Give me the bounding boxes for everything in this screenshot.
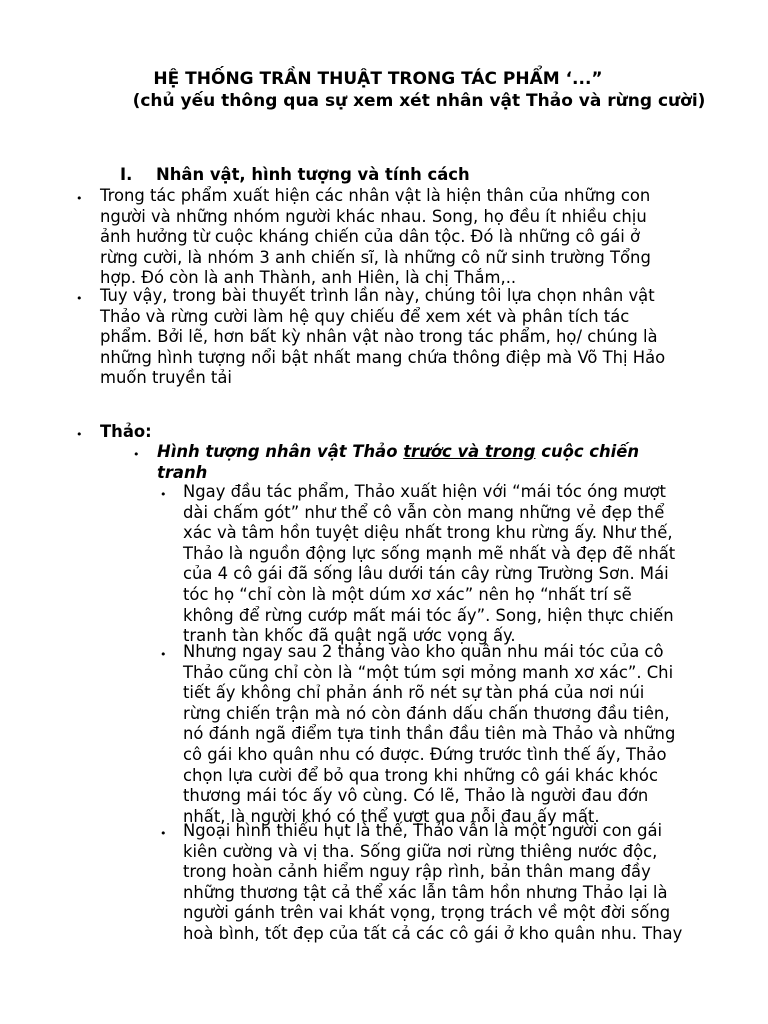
- text-line: cô gái kho quân nhu có được. Đứng trước tình thế ấy, Thảo: [183, 744, 667, 764]
- text-line: Ngay đầu tác phẩm, Thảo xuất hiện với “mái tóc óng mượt: [183, 482, 666, 501]
- text-line: rừng cười, là nhóm 3 anh chiến sĩ, là những cô nữ sinh trường Tổng: [100, 247, 651, 267]
- text-line: tranh: [157, 462, 208, 482]
- text-line: xác và tâm hồn tuyệt diệu nhất trong khu rừng ấy. Như thế,: [183, 523, 673, 543]
- text-line: tiết ấy không chỉ phản ánh rõ nét sự tàn phá của nơi núi: [183, 683, 645, 703]
- sub-heading: [157, 442, 639, 483]
- text-line: Tuy vậy, trong bài thuyết trình lần này, chúng tôi lựa chọn nhân vật: [100, 286, 655, 305]
- text-line: những hình tượng nổi bật nhất mang chứa thông điệp mà Võ Thị Hảo: [100, 347, 666, 367]
- text-line: chọn lựa cười để bỏ qua trong khi những cô gái khác khóc: [183, 765, 658, 785]
- text-line: tranh tàn khốc đã quật ngã ước vọng ấy.: [183, 626, 516, 646]
- text-line: không để rừng cướp mất mái tóc ấy”. Song, hiện thực chiến: [183, 605, 674, 625]
- text-line: hoà bình, tốt đẹp của tất cả các cô gái ở kho quân nhu. Thay: [183, 923, 683, 943]
- text-line: Trong tác phẩm xuất hiện các nhân vật là hiện thân của những con: [100, 186, 651, 205]
- bullet-icon: •: [76, 428, 83, 441]
- text-line: người gánh trên vai khát vọng, trọng trách về một đời sống: [183, 903, 671, 923]
- bullet-icon: •: [160, 488, 167, 501]
- text-line: Thảo là nguồn động lực sống mạnh mẽ nhất và đẹp đẽ nhất: [183, 543, 676, 563]
- text-line: nhất, là người khó có thể vượt qua nỗi đau ấy mất.: [183, 806, 600, 826]
- bullet-paragraph-two-months: [183, 642, 675, 827]
- text-line: hợp. Đó còn là anh Thành, anh Hiên, là chị Thắm,..: [100, 268, 517, 288]
- bullet-icon: •: [76, 192, 83, 205]
- bullet-paragraph-resilience: [183, 821, 682, 945]
- text-line: ảnh hưởng từ cuộc kháng chiến của dân tộc. Đó là những cô gái ở: [100, 227, 641, 247]
- section-heading-text: Nhân vật, hình tượng và tính cách: [156, 165, 470, 184]
- text-line: nó đánh ngã điểm tựa tinh thần đầu tiên mà Thảo và những: [183, 724, 676, 744]
- bullet-paragraph-characters: [100, 186, 651, 289]
- thao-label: Thảo:: [100, 422, 152, 441]
- text-line: muốn truyền tải: [100, 368, 232, 388]
- text-line: tóc họ “chỉ còn là một dúm xơ xác” nên họ “nhất trí sẽ: [183, 584, 632, 604]
- section-heading: [120, 165, 470, 184]
- text-line: Nhưng ngay sau 2 tháng vào kho quân nhu mái tóc của cô: [183, 642, 664, 661]
- text-line: Hình tượng nhân vật Thảo trước và trong cuộc chiến: [157, 442, 640, 461]
- text-line: dài chấm gót” như thể cô vẫn còn mang những vẻ đẹp thể: [183, 502, 665, 522]
- bullet-paragraph-hair: [183, 482, 675, 647]
- bullet-icon: •: [160, 648, 167, 661]
- bullet-icon: •: [160, 827, 167, 840]
- bullet-icon: •: [133, 448, 140, 461]
- text-line: người và những nhóm người khác nhau. Song, họ đều ít nhiều chịu: [100, 206, 647, 226]
- bullet-icon: •: [76, 292, 83, 305]
- text-line: Thảo cũng chỉ còn là “một túm sợi mỏng manh xơ xác”. Chi: [183, 662, 674, 682]
- text-line: những thương tật cả thể xác lẫn tâm hồn nhưng Thảo lại là: [183, 882, 668, 902]
- text-line: rừng chiến trận mà nó còn đánh dấu chấn thương đầu tiên,: [183, 703, 670, 723]
- text-line: phẩm. Bởi lẽ, hơn bất kỳ nhân vật nào trong tác phẩm, họ/ chúng là: [100, 327, 658, 347]
- text-line: thương mái tóc ấy vô cùng. Có lẽ, Thảo là người đau đớn: [183, 786, 649, 806]
- text-line: trong hoàn cảnh hiểm nguy rập rình, bản thân mang đầy: [183, 862, 651, 882]
- text-line: Ngoại hình thiếu hụt là thế, Thảo vẫn là một người con gái: [183, 821, 663, 840]
- section-number: I.: [120, 165, 133, 184]
- text-line: của 4 cô gái đã sống lâu dưới tán cây rừng Trường Sơn. Mái: [183, 564, 669, 584]
- document-title: HỆ THỐNG TRẦN THUẬT TRONG TÁC PHẨM ‘...”: [153, 69, 603, 89]
- text-line: Thảo và rừng cười làm hệ quy chiếu để xem xét và phân tích tác: [100, 306, 630, 326]
- document-subtitle: (chủ yếu thông qua sự xem xét nhân vật Thảo và rừng cười): [132, 91, 706, 111]
- text-line: kiên cường và vị tha. Sống giữa nơi rừng thiêng nước độc,: [183, 841, 658, 861]
- bullet-paragraph-focus: [100, 286, 665, 389]
